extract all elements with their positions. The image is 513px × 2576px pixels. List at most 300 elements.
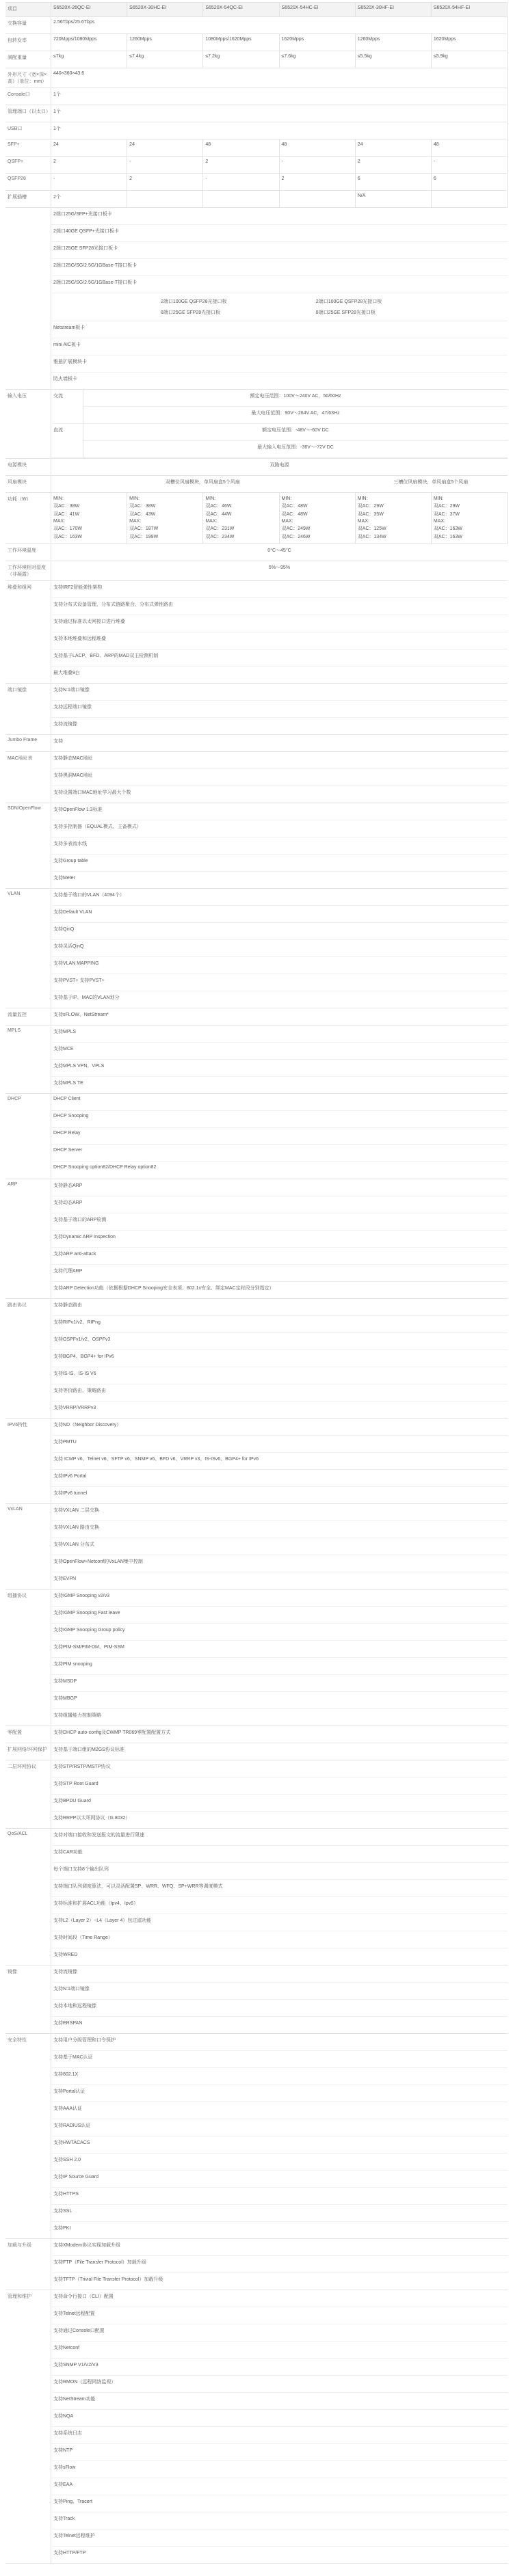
power-line: 双AC：249W	[281, 526, 311, 531]
feature-row	[5, 1025, 508, 1094]
feature-item: 支持CAR功能	[51, 1846, 508, 1863]
spec-label: 电源模块	[5, 459, 51, 475]
spec-label: QSFP+	[5, 157, 51, 173]
spec-value: -	[127, 157, 203, 173]
feature-item: 支持基于端口的ARP检测	[51, 1213, 508, 1231]
feature-items	[51, 2290, 508, 2563]
feature-label: 镜像	[5, 1965, 51, 2033]
feature-items	[51, 1743, 508, 1760]
spec-row	[5, 122, 508, 139]
power-group	[51, 390, 508, 424]
power-line: MAX:	[129, 519, 142, 524]
feature-items	[51, 735, 508, 751]
feature-item: 支持流镜像	[53, 722, 77, 727]
feature-item: 支持基于MAC认证	[51, 2051, 508, 2068]
feature-item: 支持IPv6 tunnel	[53, 1491, 88, 1496]
spec-value: 6	[356, 174, 432, 190]
feature-item: 支持NetStream功能	[51, 2393, 508, 2410]
feature-label: 安全特性	[5, 2034, 51, 2238]
feature-item: 支持N:1端口镜像	[51, 1983, 508, 2000]
spec-value: 6	[432, 174, 508, 190]
spec-value: -	[432, 157, 508, 173]
power-line: 双AC：163W	[433, 535, 462, 539]
feature-item: 支持PKI	[53, 2226, 71, 2231]
feature-row	[5, 1094, 508, 1179]
expansion-sub-card: 2端口100GE QSFP28光接口板	[315, 299, 382, 304]
spec-label: 外形尺寸（宽×深×高）（单位：mm）	[5, 68, 51, 88]
feature-item: 支持ERSPAN	[53, 2021, 83, 2026]
feature-item: 支持Track	[51, 2512, 508, 2530]
feature-item: 支持代理ARP	[51, 1265, 508, 1282]
spec-value: -	[203, 174, 279, 190]
feature-item: 支持OSPFv1/v2、OSPFv3	[51, 1333, 508, 1350]
power-consumption-cell	[203, 493, 279, 544]
spec-value: 5%～95%	[268, 565, 291, 570]
spec-values	[51, 105, 508, 122]
expansion-card: 2端口40GE QSFP+光接口板卡	[51, 225, 508, 242]
spec-row	[5, 88, 508, 105]
feature-item: 支持N:1端口镜像	[51, 684, 508, 701]
feature-items	[51, 1299, 508, 1418]
spec-value: 1620Mpps	[432, 34, 508, 51]
feature-item: 支持系统日志	[51, 2427, 508, 2444]
power-line: 双AC：163W	[53, 535, 83, 539]
feature-item: 支持OpenFlow+Netconf的VxLAN集中控制	[51, 1555, 508, 1572]
feature-label: VxLAN	[5, 1504, 51, 1589]
feature-label: 加载与升级	[5, 2239, 51, 2290]
power-type-label: 直流	[51, 424, 83, 457]
power-line: 双AC：231W	[205, 526, 235, 531]
feature-item: 支持MPLS TE	[53, 1081, 83, 1086]
feature-label: Jumbo Frame	[5, 735, 51, 751]
spec-value: 2	[51, 157, 127, 173]
feature-item: 支持sFLOW、NetStream*	[53, 1012, 109, 1017]
feature-row	[5, 581, 508, 684]
feature-label: 二层环网协议	[5, 1760, 51, 1828]
feature-item: 支持本地和远程镜像	[51, 2000, 508, 2017]
spec-label: Console口	[5, 88, 51, 105]
feature-row	[5, 752, 508, 803]
spec-label: 管理端口（以太口）	[5, 105, 51, 122]
power-line: 双AC：29W	[357, 504, 384, 509]
feature-item: DHCP Snooping option82/DHCP Relay option82	[53, 1165, 157, 1170]
spec-label: 输入电压	[5, 390, 51, 458]
spec-row	[5, 17, 508, 34]
power-line: 双AC：46W	[205, 504, 232, 509]
spec-value: 48	[203, 139, 279, 156]
spec-value: 48	[280, 139, 356, 156]
feature-item: 支持黑洞MAC地址	[51, 769, 508, 786]
feature-item: 每个端口支持8个输出队列	[51, 1863, 508, 1880]
feature-row	[5, 1743, 508, 1760]
feature-item: 支持IS-IS、IS-IS V6	[51, 1367, 508, 1384]
spec-label: 功耗（W）	[5, 493, 51, 544]
feature-label: MPLS	[5, 1025, 51, 1093]
feature-item: 支持远程端口镜像	[51, 701, 508, 718]
feature-item: 支持EAA	[51, 2478, 508, 2495]
feature-items	[51, 2239, 508, 2290]
feature-item: 支持PVST+ 支持PVST+	[51, 974, 508, 991]
feature-items	[51, 1760, 508, 1828]
spec-value: ≤5.9kg	[432, 51, 508, 68]
feature-label: 扩展网络/环网保护	[5, 1743, 51, 1760]
fan-value: 三槽位风扇模块，单风扇盒5个风扇	[393, 480, 469, 485]
feature-item: 支持ARP anti-attack	[51, 1248, 508, 1265]
feature-row	[5, 889, 508, 1008]
power-line: MAX:	[281, 519, 293, 524]
spec-value: 24	[356, 139, 432, 156]
expansion-sub-card: 2端口100GE QSFP28光接口板	[161, 299, 227, 304]
feature-label: SDN/OpenFlow	[5, 803, 51, 888]
feature-item: 支持VXLAN 路由交换	[51, 1521, 508, 1538]
spec-value: 1080Mpps/1620Mpps	[203, 34, 279, 51]
spec-values	[51, 17, 508, 33]
power-consumption-row	[5, 493, 508, 544]
feature-item: 支持基于端口组的M2GS协议标准	[53, 1747, 124, 1752]
spec-value: ≤7.6kg	[280, 51, 356, 68]
feature-item: 支持Ping、Tracert	[51, 2495, 508, 2512]
spec-label: 风扇模块	[5, 476, 51, 492]
power-consumption-values	[51, 493, 508, 544]
power-range: 最大输入电压范围：-36V～-72V DC	[257, 445, 334, 450]
feature-item: 支持本地堆叠和远程堆叠	[51, 632, 508, 649]
feature-items	[51, 1094, 508, 1179]
spec-value: 2	[356, 157, 432, 173]
spec-row	[5, 105, 508, 122]
fan-row	[5, 476, 508, 493]
spec-value: N/A	[356, 191, 432, 207]
spec-value: ≤5.5kg	[356, 51, 432, 68]
power-ranges	[83, 390, 508, 423]
spec-values	[51, 139, 508, 156]
power-group	[51, 424, 508, 458]
spec-value: 2	[203, 157, 279, 173]
power-consumption-cell	[127, 493, 203, 544]
spec-values	[51, 51, 508, 68]
feature-item: 支持组播能力控制策略	[53, 1713, 101, 1718]
feature-item: 支持DHCP auto-config及CWMP TR069零配置配置方式	[53, 1730, 171, 1735]
feature-item: 支持HTTPS	[51, 2188, 508, 2205]
feature-item: 支持IGMP Snooping Group policy	[51, 1624, 508, 1641]
feature-item: 支持SSL	[51, 2205, 508, 2222]
feature-item: 支持OpenFlow 1.3标准	[51, 803, 508, 820]
feature-label: 流量监控	[5, 1008, 51, 1025]
expansion-card: Netstream板卡	[51, 321, 508, 338]
spec-label: 工作环境温度	[5, 544, 51, 561]
spec-row	[5, 139, 508, 157]
feature-items	[51, 1419, 508, 1503]
power-line: MIN:	[433, 496, 444, 501]
feature-item: 支持Default VLAN	[51, 906, 508, 923]
feature-items	[51, 1179, 508, 1298]
spec-value	[127, 191, 203, 207]
power-line: 双AC：37W	[433, 512, 460, 517]
feature-item: 支持Telnet远程配置	[51, 2307, 508, 2324]
spec-value: 1个	[51, 105, 508, 122]
feature-item: 最大堆叠9台	[53, 671, 80, 675]
expansion-list	[51, 208, 508, 389]
feature-items	[51, 1008, 508, 1025]
spec-values	[51, 191, 508, 207]
feature-item: 支持MPLS VPN、VPLS	[51, 1060, 508, 1077]
feature-item: 支持IGMP Snooping Fast leave	[51, 1607, 508, 1624]
expansion-card: 防火墙板卡	[53, 377, 77, 381]
spec-label: 包转发率	[5, 34, 51, 51]
feature-label: IPV6特性	[5, 1419, 51, 1503]
feature-label: QoS/ACL	[5, 1829, 51, 1965]
feature-row	[5, 1008, 508, 1025]
feature-item: 支持时间段（Time Range）	[51, 1931, 508, 1948]
power-line: 双AC：48W	[281, 512, 308, 517]
feature-item: 支持通过标准以太网接口进行堆叠	[51, 615, 508, 632]
feature-item: 支持Telnet远程维护	[51, 2530, 508, 2547]
feature-item: 支持静态路由	[51, 1299, 508, 1316]
feature-item: 支持命令行接口（CLI）配置	[51, 2290, 508, 2307]
feature-items	[51, 752, 508, 803]
header-model: S6520X-26QC-EI	[51, 3, 127, 16]
feature-item: 支持设置端口MAC地址学习最大个数	[53, 790, 131, 795]
spec-value: 2	[127, 174, 203, 190]
power-line: 双AC：38W	[53, 504, 80, 509]
spec-value: 2个	[51, 191, 127, 207]
expansion-card: 雅悬扩展模块卡	[51, 355, 508, 373]
power-line: 双AC：163W	[433, 526, 462, 531]
power-consumption-cell	[280, 493, 356, 544]
feature-item: 支持FTP（File Transfer Protocol）加载升级	[51, 2256, 508, 2273]
feature-items	[51, 1726, 508, 1743]
spec-values	[51, 174, 508, 190]
spec-value: 1260Mpps	[356, 34, 432, 51]
feature-item: 支持SSH 2.0	[51, 2154, 508, 2171]
power-line: MIN:	[281, 496, 292, 501]
header-model: S6520X-54HF-EI	[432, 3, 508, 16]
spec-value: 1个	[51, 88, 508, 105]
feature-item: 支持ND（Neighbor Discovery）	[51, 1419, 508, 1436]
feature-label: 零配置	[5, 1726, 51, 1743]
power-line: MAX:	[205, 519, 218, 524]
feature-item: 支持IP Source Guard	[51, 2171, 508, 2188]
feature-items	[51, 803, 508, 888]
spec-value: 1260Mpps	[127, 34, 203, 51]
feature-row	[5, 2034, 508, 2239]
power-consumption-cell	[51, 493, 127, 544]
feature-item: DHCP Snooping	[51, 1111, 508, 1128]
feature-row	[5, 1299, 508, 1419]
power-line: 双AC：38W	[129, 504, 156, 509]
feature-item: 支持标准和扩展ACL功能（Ipv4、Ipv6）	[51, 1897, 508, 1914]
power-line: MIN:	[129, 496, 140, 501]
feature-item: 支持基于LACP、BFD、ARP的MAD双主检测机制	[51, 649, 508, 667]
power-line: 双AC：234W	[205, 535, 235, 539]
fan-value: 双槽位风扇模块，单风扇盒5个风扇	[165, 480, 240, 485]
feature-item: 支持VLAN MAPPING	[51, 957, 508, 974]
power-line: 双AC：199W	[129, 535, 159, 539]
feature-item: 支持VRRP/VRRPv3	[53, 1406, 96, 1410]
feature-items	[51, 1965, 508, 2033]
power-line: 双AC：29W	[433, 504, 460, 509]
expansion-card: mini AIC板卡	[51, 338, 508, 355]
feature-label: VLAN	[5, 889, 51, 1008]
spec-label	[5, 208, 51, 389]
spec-value: 440×360×43.6	[51, 68, 508, 88]
feature-item: 支持Netconf	[51, 2342, 508, 2359]
power-ranges	[83, 424, 508, 457]
feature-label: DHCP	[5, 1094, 51, 1179]
spec-value: ≤7.2kg	[203, 51, 279, 68]
header-model: S6520X-30HF-EI	[356, 3, 432, 16]
expansion-sub-card: 8端口25GE SFP28光接口板	[315, 310, 376, 315]
feature-items	[51, 889, 508, 1008]
feature-item: 支持基于IP、MAC的VLAN划分	[53, 995, 120, 1000]
power-line: MIN:	[357, 496, 368, 501]
feature-row	[5, 735, 508, 752]
feature-item: 支持WRED	[53, 1953, 78, 1957]
feature-row	[5, 1179, 508, 1299]
power-consumption-cell	[432, 493, 508, 544]
feature-item: 支持Portal认证	[51, 2085, 508, 2102]
feature-row	[5, 1504, 508, 1589]
feature-item: 支持RRPP以太环网协议（G.8032）	[53, 1816, 131, 1821]
feature-row	[5, 1965, 508, 2034]
header-item: 项目	[5, 3, 51, 16]
spec-label: 工作环境相对湿度（非凝露）	[5, 561, 51, 580]
spec-value: -	[51, 174, 127, 190]
feature-item: 支持TFTP（Trivial File Transfer Protocol）加载升级	[53, 2277, 163, 2282]
spec-values	[51, 88, 508, 105]
feature-item: 支持PIM snooping	[51, 1658, 508, 1675]
feature-item: 支持动态ARP	[51, 1196, 508, 1213]
spec-label: 交换容量	[5, 17, 51, 33]
feature-item: 支持多表流水线	[51, 837, 508, 855]
feature-row	[5, 1760, 508, 1829]
power-range: 最大电压范围：90V～264V AC，47/63Hz	[251, 411, 340, 416]
feature-items	[51, 1504, 508, 1589]
expansion-sub-card: 8端口25GE SFP28光接口板	[161, 310, 221, 315]
feature-label: ARP	[5, 1179, 51, 1298]
feature-row	[5, 1419, 508, 1504]
spec-value: 24	[51, 139, 127, 156]
spec-label: 扩展插槽	[5, 191, 51, 207]
feature-row	[5, 1726, 508, 1743]
spec-label: QSFP28	[5, 174, 51, 190]
feature-label: 路由协议	[5, 1299, 51, 1418]
spec-label: USB口	[5, 122, 51, 139]
feature-row	[5, 2239, 508, 2290]
feature-item: 支持IRF2智能弹性架构	[51, 581, 508, 598]
power-input-row	[5, 390, 508, 459]
power-line: MIN:	[205, 496, 216, 501]
spec-row	[5, 68, 508, 88]
feature-item: 支持MCE	[51, 1043, 508, 1060]
feature-row	[5, 803, 508, 889]
feature-item: 支持RIPv1/v2、RIPng	[51, 1316, 508, 1333]
feature-item: 支持IPv6 Portal	[51, 1470, 508, 1487]
feature-item: 支持多控制器（EQUAL模式、主备模式）	[51, 820, 508, 837]
feature-item: 支持HTTP/FTP	[53, 2551, 86, 2555]
feature-item: 支持MBGP	[51, 1692, 508, 1709]
power-line: 双AC：44W	[205, 512, 232, 517]
feature-item: 支持Meter	[53, 876, 75, 881]
feature-label: MAC地址表	[5, 752, 51, 803]
feature-items	[51, 1589, 508, 1726]
power-line: MAX:	[53, 519, 66, 524]
feature-item: 支持SNMP V1/V2/V3	[51, 2359, 508, 2376]
feature-item: 支持静态MAC地址	[51, 752, 508, 769]
power-range: 额定电压范围：100V～240V AC，50/60Hz	[83, 390, 508, 407]
feature-item: 支持静态ARP	[51, 1179, 508, 1196]
feature-item: 支持L2（Layer 2）~L4（Layer 4）包过滤功能	[51, 1914, 508, 1931]
spec-values	[51, 68, 508, 88]
spec-row	[5, 191, 508, 208]
spec-row	[5, 51, 508, 68]
power-line: 双AC：134W	[357, 535, 386, 539]
feature-items	[51, 684, 508, 734]
feature-item: 支持ARP Detection功能（依据根据DHCP Snooping安全表项、802.1x安全、绑定MAC定时段分别指定）	[53, 1286, 274, 1291]
expansion-row	[5, 208, 508, 390]
feature-label: 堆叠和组网	[5, 581, 51, 683]
spec-value: -	[280, 157, 356, 173]
fan-values	[51, 476, 508, 492]
spec-value: 1个	[51, 122, 508, 139]
feature-row	[5, 684, 508, 735]
power-module-row	[5, 459, 508, 476]
feature-item: 支持QinQ	[51, 923, 508, 940]
spec-label: SFP+	[5, 139, 51, 156]
spec-value	[432, 191, 508, 207]
feature-items	[51, 1829, 508, 1965]
feature-items	[51, 1025, 508, 1093]
feature-item: 支持AAA认证	[51, 2102, 508, 2119]
power-type-label: 交流	[51, 390, 83, 423]
feature-item: 支持NQA	[51, 2410, 508, 2427]
spec-label: 满配重量	[5, 51, 51, 68]
feature-row	[5, 2290, 508, 2564]
spec-value	[280, 191, 356, 207]
power-consumption-cell	[356, 493, 432, 544]
spec-value: 2.56Tbps/25.6Tbps	[51, 17, 508, 33]
feature-item: 支持流镜像	[51, 1965, 508, 1983]
expansion-card: 2端口25G/SG/2.5G/1GBase-T接口板卡	[51, 276, 508, 293]
feature-item: 支持BPDU Guard	[51, 1795, 508, 1812]
feature-item: 支持RADIUS认证	[51, 2119, 508, 2136]
feature-item: 支持802.1X	[51, 2068, 508, 2085]
expansion-card: 2端口25GE SFP28光接口板卡	[51, 242, 508, 259]
feature-label: 端口镜像	[5, 684, 51, 734]
feature-item: 支持对端口接收和发送报文的流量进行限速	[51, 1829, 508, 1846]
spec-values	[51, 34, 508, 51]
power-line: 双AC：48W	[281, 504, 308, 509]
feature-item: 支持sFlow	[51, 2461, 508, 2478]
expansion-sub-list	[51, 293, 508, 321]
env-row	[5, 561, 508, 581]
spec-value: 48	[432, 139, 508, 156]
header-model: S6520X-54HC-EI	[280, 3, 356, 16]
feature-item: 支持IGMP Snooping v2/v3	[51, 1589, 508, 1607]
power-line: 双AC：246W	[281, 535, 311, 539]
feature-item: 支持分布式设备管理，分布式链路聚合，分布式弹性路由	[51, 598, 508, 615]
feature-item: 支持VXLAN 分布式	[51, 1538, 508, 1555]
feature-items	[51, 581, 508, 683]
feature-item: 支持PIM-SM/PIM-DM、PIM-SSM	[51, 1641, 508, 1658]
feature-item: DHCP Server	[51, 1145, 508, 1162]
feature-item: 支持MPLS	[51, 1025, 508, 1043]
feature-row	[5, 1829, 508, 1965]
feature-label: 组播协议	[5, 1589, 51, 1726]
feature-item: 支持PMTU	[51, 1436, 508, 1453]
spec-value: 24	[127, 139, 203, 156]
feature-item: 支持基于端口的VLAN（4094个）	[51, 889, 508, 906]
spec-value: 1620Mpps	[280, 34, 356, 51]
